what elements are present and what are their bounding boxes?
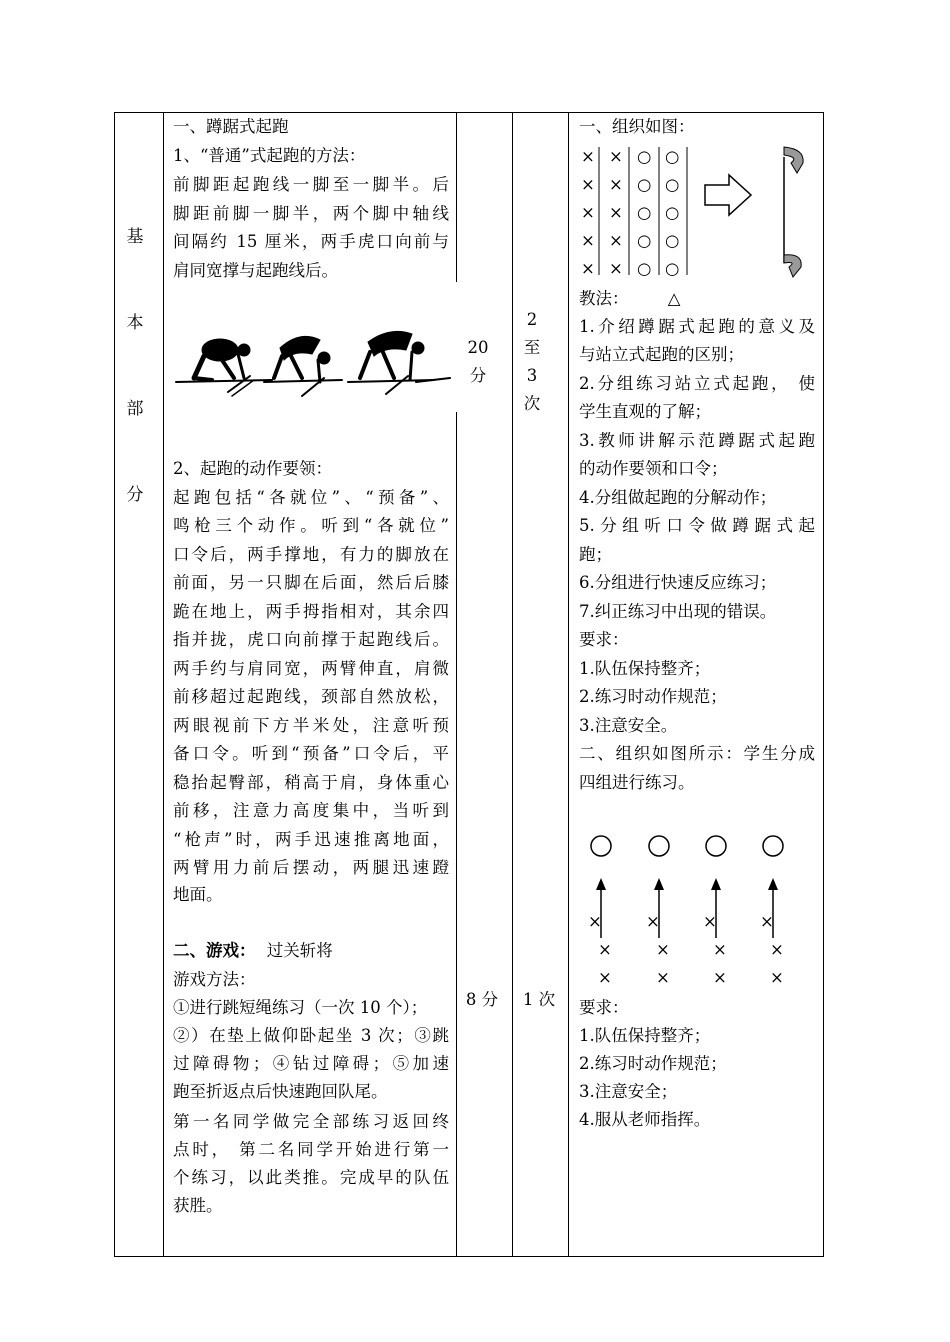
lane-column [760,908,774,936]
sub2-line: “枪声”时，两手迅速推离地面， [173,830,449,849]
formation-column [665,143,679,283]
column-divider [456,112,457,282]
cross-mark: × [713,940,727,959]
req1-line: 2.练习时动作规范； [579,687,727,706]
circle-mark: ○ [637,147,652,166]
teaching-label: 教法： [579,289,629,308]
sub2-line: 起跑包括“各就位”、“预备”、 [173,488,449,507]
reps-part1 [518,306,546,418]
cross-mark: × [581,259,595,278]
org2-line: 二、组织如图所示：学生分成 [579,744,815,763]
teaching-line: 2.分组练习站立式起跑， 使 [579,374,815,393]
req1-line: 1.队伍保持整齐； [579,659,711,678]
time-part2: 8 分 [465,990,499,1009]
sub1-line: 前脚距起跑线一脚至一脚半。后 [173,175,449,194]
cross-mark: × [609,231,623,250]
req2-line: 2.练习时动作规范； [579,1054,727,1073]
circle-mark: ○ [665,175,680,194]
turn-marker-icon [784,147,803,173]
runner-figure-icon [176,339,272,396]
req1-line: 3.注意安全。 [579,716,678,735]
part1-heading: 一、蹲踞式起跑 [173,117,289,136]
method-line: 个练习，以此类推。完成早的队伍 [173,1168,449,1187]
sub2-line: 跪在地上，两手拇指相对，其余四 [173,602,449,621]
runner-figure-icon [348,331,450,394]
org1-title: 一、组织如图： [579,117,695,136]
req2-line: 3.注意安全； [579,1082,678,1101]
circle-mark: ○ [665,231,680,250]
sub2-line: 前移超过起跑线，颈部自然放松， [173,687,449,706]
time-part1 [460,334,496,390]
cross-mark: × [656,968,670,987]
cross-mark: × [581,231,595,250]
formation-column [609,143,623,283]
column-divider [568,112,569,1257]
cross-mark: × [770,968,784,987]
sub1-line: 脚距前脚一脚半，两个脚中轴线 [173,204,449,223]
section-label-char: 部 [126,399,144,419]
cross-mark: × [581,175,595,194]
cross-mark: × [609,259,623,278]
up-arrow-icon [711,878,721,890]
reps-char: 次 [523,394,541,413]
cross-mark: × [609,203,623,222]
sub2-line: 两臂用力前后摆动，两腿迅速蹬 [173,858,449,877]
req2-title: 要求： [579,998,629,1017]
method-line: 获胜。 [173,1196,223,1215]
sub1-line: 间隔约 15 厘米，两手虎口向前与 [173,232,449,251]
teaching-line: 7.纠正练习中出现的错误。 [579,602,777,621]
method-line: ①进行跳短绳练习（一次 10 个）； [173,998,428,1017]
section-label-char: 本 [126,313,144,333]
column-divider [456,412,457,1257]
cross-mark: × [588,912,602,931]
circle-mark: ○ [637,259,652,278]
lane-column [588,908,602,936]
reps-char: 至 [523,338,541,357]
teaching-line: 跑； [579,545,612,564]
sub1-title: 1、“普通”式起跑的方法： [173,146,366,165]
req1-title: 要求： [579,630,629,649]
sub2-line: 稳抬起臀部，稍高于肩，身体重心 [173,773,449,792]
right-arrow-icon [705,175,751,215]
sub2-line: 指并拢，虎口向前撑于起跑线后。 [173,630,449,649]
req2-line: 4.服从老师指挥。 [579,1110,711,1129]
cross-mark: × [609,175,623,194]
part2-game-name: 过关斩将 [266,941,333,960]
sub2-line: 两手约与肩同宽，两臂伸直，肩微 [173,659,449,678]
teaching-line: 3.教师讲解示范蹲踞式起跑 [579,431,815,450]
sub2-line: 两眼视前下方半米处，注意听预 [173,716,449,735]
teaching-line: 与站立式起跑的区别； [579,345,744,364]
teacher-triangle-mark: △ [667,289,681,308]
cross-mark: × [581,203,595,222]
method-line: 点时， 第二名同学开始进行第一 [173,1140,449,1159]
part2-heading-label: 二、游戏： [173,941,256,960]
teaching-line: 学生直观的了解； [579,402,711,421]
method-line: 跑至折返点后快速跑回队尾。 [173,1082,388,1101]
column-divider [512,112,513,1257]
sub2-line: 前移，注意力高度集中，当听到 [173,801,449,820]
cross-mark: × [598,968,612,987]
sub2-line: 前面，另一只脚在后面，然后后膝 [173,573,449,592]
cross-mark: × [656,940,670,959]
time-unit: 分 [469,366,487,385]
cross-mark: × [598,940,612,959]
lane-column [703,908,717,936]
circle-mark: ○ [637,175,652,194]
sub2-line: 地面。 [173,885,223,904]
circle-mark: ○ [665,259,680,278]
section-label-char: 分 [126,485,144,505]
up-arrow-icon [596,878,606,890]
method-line: ②）在垫上做仰卧起坐 3 次；③跳 [173,1026,449,1045]
sub2-title: 2、起跑的动作要领： [173,459,332,478]
reps-char: 2 [526,310,538,329]
circle-mark: ○ [637,231,652,250]
section-label-char: 基 [126,227,144,247]
crouch-start-illustration [172,320,462,410]
teaching-line: 4.分组做起跑的分解动作； [579,488,777,507]
method-line: 第一名同学做完全部练习返回终 [173,1112,449,1131]
teaching-label-row [579,285,680,314]
circle-mark: ○ [665,147,680,166]
method-line: 过障碍物；④钻过障碍；⑤加速 [173,1054,449,1073]
req2-line: 1.队伍保持整齐； [579,1026,711,1045]
cross-mark: × [760,912,774,931]
turn-marker-icon [784,255,801,277]
formation-column [581,143,595,283]
column-divider [163,112,164,1257]
part2-heading [173,937,449,966]
up-arrow-icon [768,878,778,890]
circle-mark: ○ [665,203,680,222]
method-title: 游戏方法： [173,970,256,989]
sub2-line: 备口令。听到“预备”口令后，平 [173,744,449,763]
reps-char: 3 [526,366,538,385]
cross-mark: × [770,940,784,959]
cross-mark: × [609,147,623,166]
cross-mark: × [646,912,660,931]
cross-mark: × [581,147,595,166]
teaching-line: 1.介绍蹲踞式起跑的意义及 [579,317,815,336]
circle-mark: ○ [637,203,652,222]
teaching-line: 6.分组进行快速反应练习； [579,573,777,592]
runner-figure-icon [264,336,342,396]
sub1-line: 肩同宽撑与起跑线后。 [173,261,338,280]
org2-line: 四组进行练习。 [579,773,695,792]
cross-mark: × [703,912,717,931]
up-arrow-icon [654,878,664,890]
lane-column [646,908,660,936]
lane-column [598,936,612,992]
cross-mark: × [713,968,727,987]
time-value: 20 [467,338,489,357]
lane-column [656,936,670,992]
teaching-line: 5.分组听口令做蹲踞式起 [579,516,815,535]
formation-column [637,143,651,283]
sub2-line: 鸣枪三个动作。听到“各就位” [173,516,449,535]
lane-column [770,936,784,992]
sub2-line: 口令后，两手撑地，有力的脚放在 [173,545,449,564]
lane-column [713,936,727,992]
reps-part2: 1 次 [522,990,556,1009]
teaching-line: 的动作要领和口令； [579,459,728,478]
